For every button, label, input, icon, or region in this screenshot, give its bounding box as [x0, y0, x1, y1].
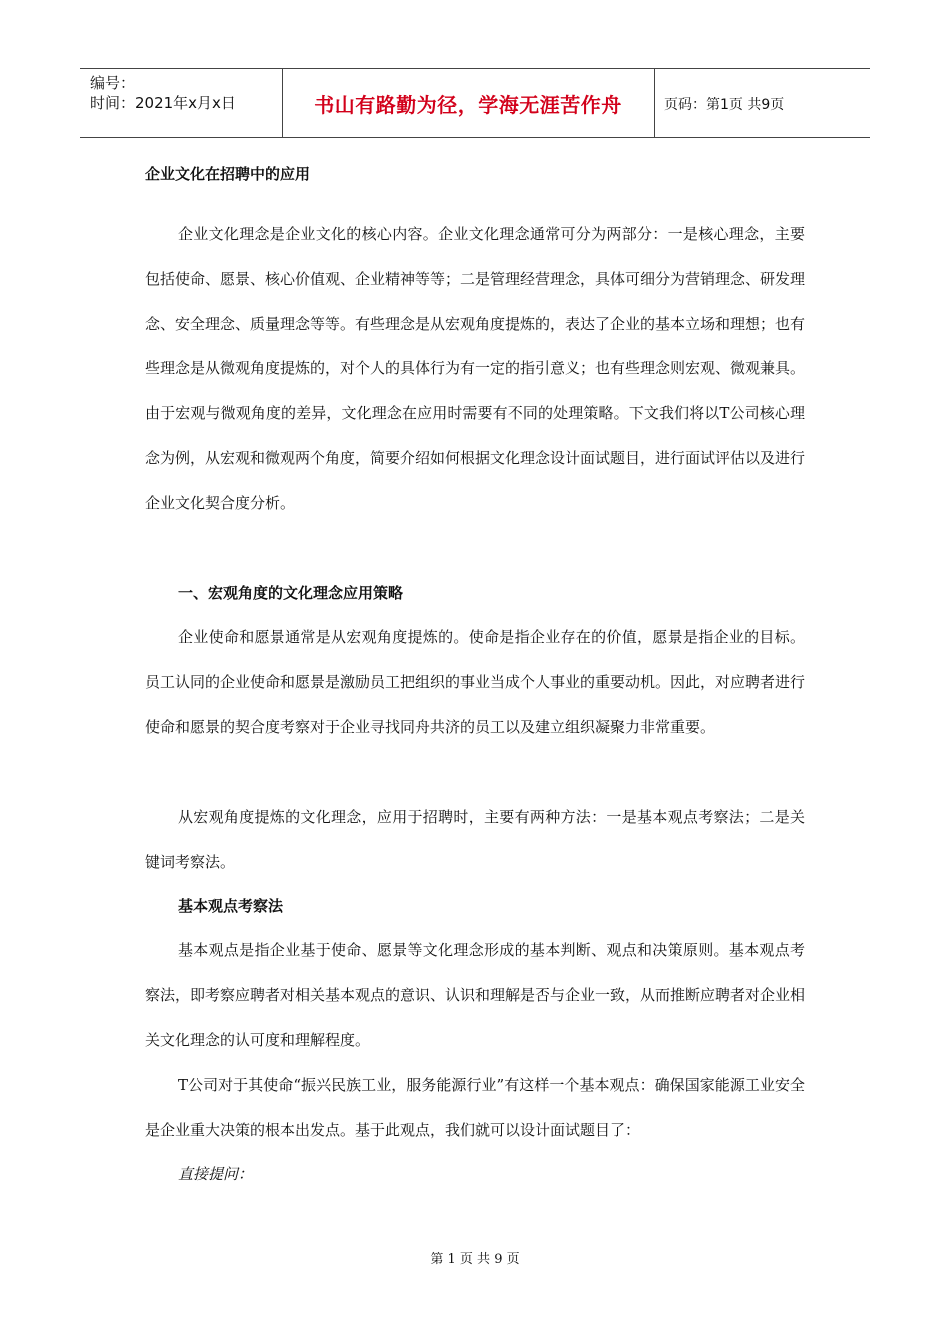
- document-title: 企业文化在招聘中的应用: [145, 165, 311, 183]
- header-divider-right: [654, 69, 655, 137]
- direct-question-label: 直接提问：: [178, 1165, 254, 1183]
- section1-paragraph-2: 从宏观角度提炼的文化理念，应用于招聘时，主要有两种方法：一是基本观点考察法；二是关键词考察法。: [145, 808, 805, 871]
- header-motto: 书山有路勤为径，学海无涯苦作舟: [314, 92, 622, 117]
- section-heading: 一、宏观角度的文化理念应用策略: [178, 584, 404, 602]
- time-label: 时间：2021年x月x日: [90, 94, 236, 112]
- page-header: [80, 68, 870, 138]
- header-page-label: 页码：第1页 共9页: [664, 97, 785, 113]
- number-label: 编号：: [90, 74, 136, 92]
- header-meta: [90, 73, 236, 113]
- subsection-paragraph-2: T公司对于其使命“振兴民族工业，服务能源行业”有这样一个基本观点：确保国家能源工业安全是企业重大决策的根本出发点。基于此观点，我们就可以设计面试题目了：: [145, 1076, 805, 1139]
- section1-paragraph-1: 企业使命和愿景通常是从宏观角度提炼的。使命是指企业存在的价值，愿景是指企业的目标。员工认同的企业使命和愿景是激励员工把组织的事业当成个人事业的重要动机。因此，对应聘者进行使命和愿景的契合度考察对于企业寻找同舟共济的员工以及建立组织凝聚力非常重要。: [145, 628, 806, 736]
- subsection-paragraph-1: 基本观点是指企业基于使命、愿景等文化理念形成的基本判断、观点和决策原则。基本观点考察法，即考察应聘者对相关基本观点的意识、认识和理解是否与企业一致，从而推断应聘者对企业相关文化理念的认可度和理解程度。: [145, 941, 806, 1049]
- page-footer: 第 1 页 共 9 页: [430, 1252, 520, 1267]
- subheading: 基本观点考察法: [178, 897, 284, 915]
- intro-paragraph: 企业文化理念是企业文化的核心内容。企业文化理念通常可分为两部分：一是核心理念，主要包括使命、愿景、核心价值观、企业精神等等；二是管理经营理念，具体可细分为营销理念、研发理念、安全理念、质量理念等等。有些理念是从宏观角度提炼的，表达了企业的基本立场和理想；也有些理念是从微观角度提炼的，对个人的具体行为有一定的指引意义；也有些理念则宏观、微观兼具。由于宏观与微观角度的差异，文化理念在应用时需要有不同的处理策略。下文我们将以T公司核心理念为例，从宏观和微观两个角度，简要介绍如何根据文化理念设计面试题目，进行面试评估以及进行企业文化契合度分析。: [145, 225, 806, 512]
